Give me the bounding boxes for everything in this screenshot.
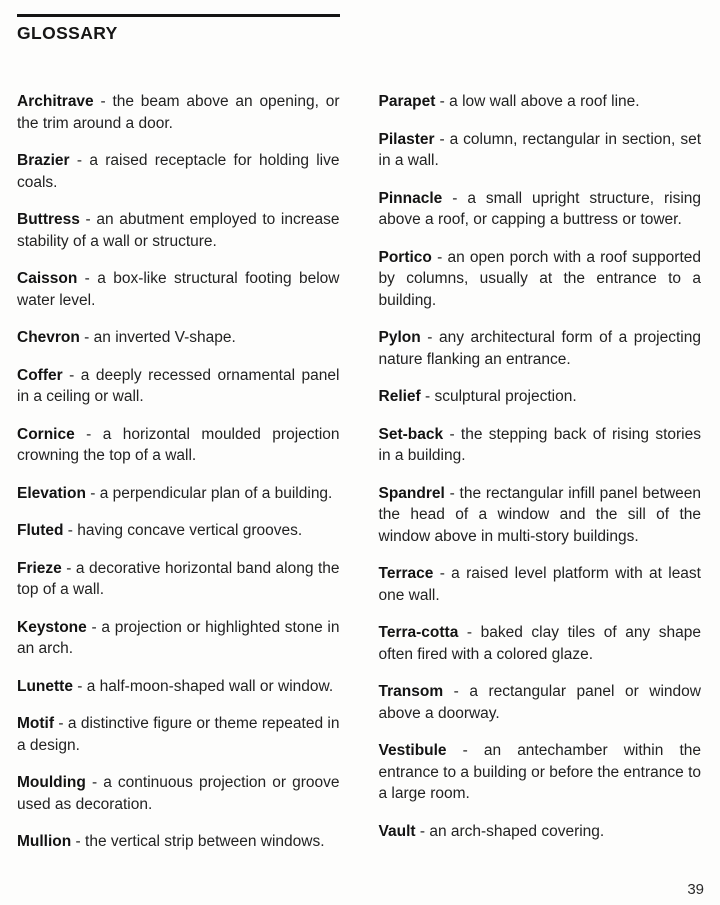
glossary-columns bbox=[17, 91, 701, 869]
glossary-entry bbox=[379, 247, 702, 312]
glossary-definition: - a small upright structure, rising above a roof, or capping a buttress or tower. bbox=[378, 189, 701, 228]
glossary-definition: - an antechamber within the entrance to a building or before the entrance to a large room. bbox=[378, 742, 701, 802]
glossary-definition: - a raised receptacle for holding live coals. bbox=[17, 152, 340, 191]
glossary-term: Mullion bbox=[17, 833, 72, 850]
glossary-definition: - a box-like structural footing below water level. bbox=[17, 270, 340, 309]
glossary-column-left bbox=[17, 91, 340, 869]
glossary-entry bbox=[379, 740, 702, 805]
glossary-term: Brazier bbox=[17, 152, 70, 169]
glossary-term: Fluted bbox=[17, 522, 64, 539]
glossary-definition: - the beam above an opening, or the trim around a door. bbox=[17, 93, 340, 132]
glossary-definition: - a projection or highlighted stone in an arch. bbox=[17, 618, 340, 657]
glossary-term: Vestibule bbox=[378, 742, 447, 759]
glossary-term: Cornice bbox=[17, 425, 75, 443]
glossary-entry bbox=[17, 520, 340, 542]
glossary-entry bbox=[379, 681, 702, 724]
glossary-term: Pylon bbox=[378, 329, 421, 346]
header-rule bbox=[17, 14, 340, 17]
glossary-entry bbox=[17, 150, 340, 193]
glossary-entry bbox=[17, 268, 340, 311]
glossary-term: Portico bbox=[378, 248, 432, 266]
glossary-term: Terra-cotta bbox=[378, 624, 459, 641]
glossary-entry bbox=[17, 483, 340, 505]
glossary-definition: - sculptural projection. bbox=[420, 388, 577, 405]
glossary-entry bbox=[17, 424, 340, 467]
glossary-entry bbox=[17, 209, 340, 252]
glossary-definition: - any architectural form of a projecting nature flanking an entrance. bbox=[378, 329, 701, 368]
glossary-term: Vault bbox=[378, 822, 416, 840]
glossary-entry bbox=[379, 821, 702, 843]
glossary-term: Transom bbox=[378, 683, 444, 700]
glossary-term: Terrace bbox=[378, 565, 434, 582]
glossary-definition: - a half-moon-shaped wall or window. bbox=[72, 677, 334, 695]
glossary-definition: - a deeply recessed ornamental panel in a ceiling or wall. bbox=[17, 366, 340, 405]
glossary-term: Chevron bbox=[17, 329, 80, 346]
glossary-entry bbox=[379, 563, 702, 606]
glossary-term: Spandrel bbox=[378, 484, 445, 502]
glossary-term: Keystone bbox=[17, 618, 87, 636]
glossary-term: Architrave bbox=[17, 93, 94, 110]
glossary-entry bbox=[17, 91, 340, 134]
glossary-definition: - the vertical strip between windows. bbox=[71, 833, 325, 850]
glossary-definition: - a column, rectangular in section, set in a wall. bbox=[378, 130, 701, 169]
glossary-entry bbox=[379, 483, 702, 548]
glossary-entry bbox=[17, 558, 340, 601]
glossary-term: Lunette bbox=[17, 677, 73, 695]
glossary-definition: - a raised level platform with at least one wall. bbox=[378, 565, 701, 604]
glossary-definition: - the stepping back of rising stories in a building. bbox=[378, 425, 701, 464]
glossary-term: Frieze bbox=[17, 559, 62, 577]
glossary-entry bbox=[17, 772, 340, 815]
glossary-entry bbox=[17, 676, 340, 698]
glossary-entry bbox=[17, 365, 340, 408]
glossary-term: Pilaster bbox=[378, 130, 435, 148]
glossary-entry bbox=[379, 327, 702, 370]
glossary-term: Elevation bbox=[17, 484, 86, 502]
glossary-term: Buttress bbox=[17, 211, 80, 228]
glossary-term: Parapet bbox=[378, 93, 436, 110]
glossary-entry bbox=[17, 617, 340, 660]
glossary-definition: - a low wall above a roof line. bbox=[435, 93, 640, 110]
glossary-term: Coffer bbox=[17, 366, 63, 384]
glossary-entry bbox=[17, 713, 340, 756]
glossary-definition: - an open porch with a roof supported by columns, usually at the entrance to a building. bbox=[378, 248, 701, 309]
glossary-term: Set-back bbox=[378, 425, 444, 443]
glossary-entry bbox=[379, 91, 702, 113]
glossary-definition: - having concave vertical grooves. bbox=[63, 522, 303, 539]
glossary-entry bbox=[17, 327, 340, 349]
glossary-term: Caisson bbox=[17, 270, 78, 287]
glossary-entry bbox=[379, 622, 702, 665]
glossary-definition: - an arch-shaped covering. bbox=[415, 822, 605, 840]
glossary-definition: - a horizontal moulded projection crowning the top of a wall. bbox=[17, 425, 340, 464]
glossary-entry bbox=[17, 831, 340, 853]
glossary-entry bbox=[379, 386, 702, 408]
glossary-definition: - an inverted V-shape. bbox=[79, 329, 236, 346]
glossary-definition: - an abutment employed to increase stability of a wall or structure. bbox=[17, 211, 340, 250]
glossary-term: Relief bbox=[378, 388, 421, 405]
glossary-term: Moulding bbox=[17, 774, 86, 791]
glossary-definition: - a perpendicular plan of a building. bbox=[85, 484, 333, 502]
glossary-column-right bbox=[379, 91, 702, 869]
glossary-definition: - baked clay tiles of any shape often fired with a colored glaze. bbox=[378, 624, 701, 663]
glossary-definition: - the rectangular infill panel between the head of a window and the sill of the window above in multi-story buildings. bbox=[378, 484, 701, 545]
glossary-entry bbox=[379, 129, 702, 172]
glossary-definition: - a rectangular panel or window above a doorway. bbox=[378, 683, 701, 722]
glossary-entry bbox=[379, 188, 702, 231]
glossary-entry bbox=[379, 424, 702, 467]
glossary-term: Pinnacle bbox=[378, 189, 443, 207]
glossary-definition: - a decorative horizontal band along the top of a wall. bbox=[17, 559, 340, 598]
page-number: 39 bbox=[687, 881, 704, 898]
glossary-term: Motif bbox=[17, 715, 55, 732]
glossary-definition: - a continuous projection or groove used as decoration. bbox=[17, 774, 340, 813]
page-title: GLOSSARY bbox=[17, 23, 118, 43]
glossary-definition: - a distinctive figure or theme repeated in a design. bbox=[17, 715, 340, 754]
